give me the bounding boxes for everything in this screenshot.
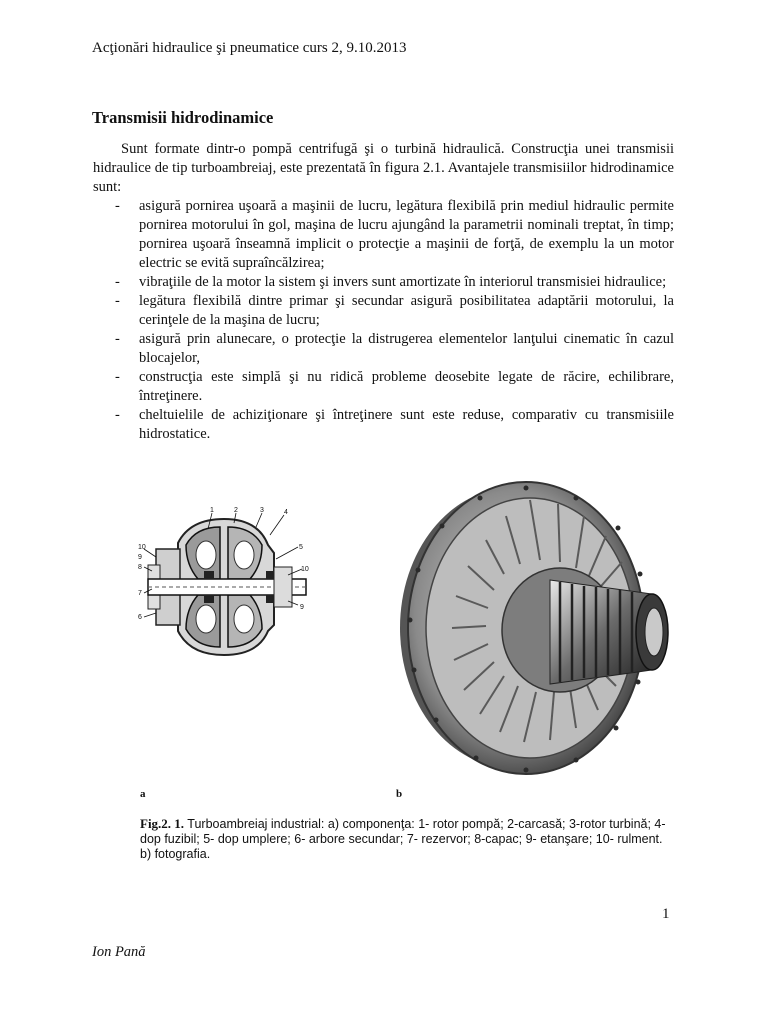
list-item (93, 292, 674, 330)
page-header: Acţionări hidraulice şi pneumatice curs 2, 9.10.2013 (92, 40, 407, 56)
callout-label: 8 (138, 564, 142, 571)
callout-label: 9 (138, 554, 142, 561)
callout-label: 2 (234, 507, 238, 514)
bullet-dash: - (115, 274, 120, 290)
callout-label: 1 (210, 507, 214, 514)
callout-label: 3 (260, 507, 264, 514)
bullet-dash: - (115, 293, 120, 309)
callout-label: 5 (299, 544, 303, 551)
list-item-text: legătura flexibilă dintre primar şi secundar asigură posibilitatea adaptării motorului, la cerinţele de la maşina de lucru; (139, 293, 674, 328)
page-footer-author: Ion Pană (92, 944, 146, 960)
advantages-list (93, 197, 674, 444)
list-item (93, 273, 674, 292)
list-item-text: asigură prin alunecare, o protecţie la distrugerea elementelor lanţului cinematic în cazul blocajelor, (139, 331, 674, 366)
figure-caption-text: Turboambreiaj industrial: a) componenţa: 1- rotor pompă; 2-carcasă; 3-rotor turbină; 4-dop fuzibil; 5- dop umplere; 6- arbore secundar; 7- rezervor; 8-capac; 9- etanşare; 10- rulment. b) fotografia. (140, 817, 666, 861)
bullet-dash: - (115, 331, 120, 347)
callout-label: 10 (301, 566, 309, 573)
list-item-text: vibraţiile de la motor la sistem şi invers sunt amortizate în interiorul transmisiei hidraulice; (139, 274, 667, 290)
list-item (93, 330, 674, 368)
callout-label: 10 (138, 544, 146, 551)
section-title: Transmisii hidrodinamice (92, 108, 274, 127)
callout-label: 4 (284, 509, 288, 516)
turbocoupling-section-diagram (138, 505, 312, 667)
callout-label: 7 (138, 590, 142, 597)
list-item (93, 406, 674, 444)
intro-paragraph: Sunt formate dintr-o pompă centrifugă şi o turbină hidraulică. Construcţia unei transmisii hidraulice de tip turboambreiaj, este prezentată în figura 2.1. Avantajele transmisiilor hidrodinamice sunt: (93, 141, 674, 195)
figure-caption (140, 816, 670, 862)
list-item-text: construcţia este simplă şi nu ridică probleme deosebite legate de răcire, echilibrare, întreţinere. (139, 369, 674, 404)
figure-label-b: b (396, 788, 403, 800)
page-number: 1 (662, 906, 670, 922)
bullet-dash: - (115, 369, 120, 385)
list-item (93, 368, 674, 406)
bullet-dash: - (115, 407, 120, 423)
turbocoupling-photo (390, 470, 680, 780)
list-item-text: asigură pornirea uşoară a maşinii de lucru, legătura flexibilă prin mediul hidraulic permite pornirea motorului în gol, maşina de lucru ajungând la parametrii nominali treptat, în timp; pornirea uşoară înseamnă implicit o protecţie a maşinii de forţă, de exemplu la un motor electric se evită supraîncălzirea; (139, 198, 674, 271)
figure-caption-number: Fig.2. 1. (140, 816, 185, 831)
bullet-dash: - (115, 198, 120, 214)
callout-label: 9 (300, 604, 304, 611)
callout-label: 6 (138, 614, 142, 621)
list-item-text: cheltuielile de achiziţionare şi întreţinere sunt este reduse, comparativ cu transmisiile hidrostatice. (139, 407, 674, 442)
list-item (93, 197, 674, 273)
figure-label-a: a (140, 788, 146, 800)
